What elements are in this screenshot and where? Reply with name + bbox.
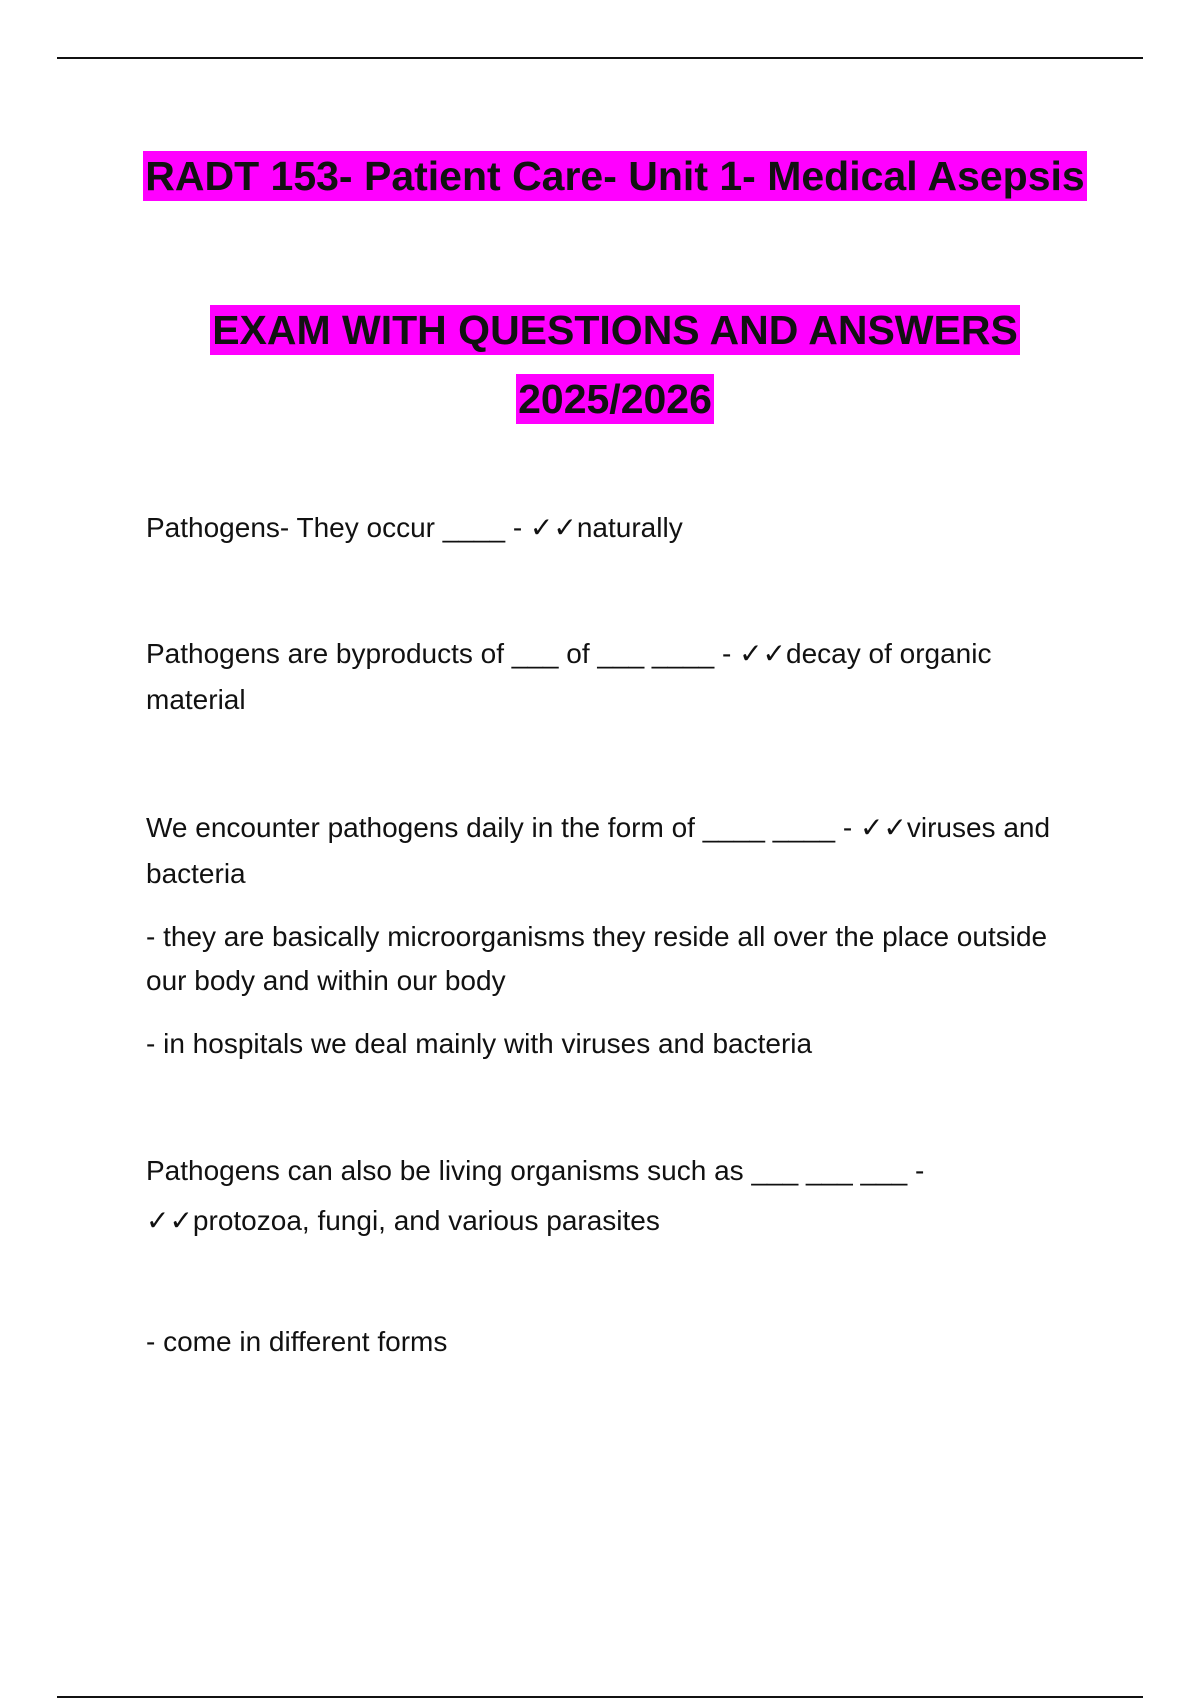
question-item: Pathogens can also be living organisms such as ___ ___ ___ - ✓✓protozoa, fungi, and various parasites: [146, 1155, 925, 1236]
document-title: [140, 142, 1090, 211]
note-item: - in hospitals we deal mainly with viruses and bacteria: [146, 1028, 813, 1059]
note-item: - come in different forms: [146, 1326, 448, 1357]
document-subtitle: [140, 296, 1090, 434]
title-line-2: EXAM WITH QUESTIONS AND ANSWERS 2025/2026: [212, 307, 1018, 422]
question-item: Pathogens are byproducts of ___ of ___ ____ - ✓✓decay of organic material: [146, 638, 992, 715]
title-line-1: RADT 153- Patient Care- Unit 1- Medical Asepsis: [145, 153, 1085, 199]
question-item: Pathogens- They occur ____ - ✓✓naturally: [146, 512, 683, 543]
top-rule: [57, 57, 1143, 59]
question-item: We encounter pathogens daily in the form of ____ ____ - ✓✓viruses and bacteria: [146, 812, 1051, 889]
bottom-rule: [57, 1696, 1143, 1698]
note-item: - they are basically microorganisms they reside all over the place outside our body and within our body: [146, 921, 1048, 996]
